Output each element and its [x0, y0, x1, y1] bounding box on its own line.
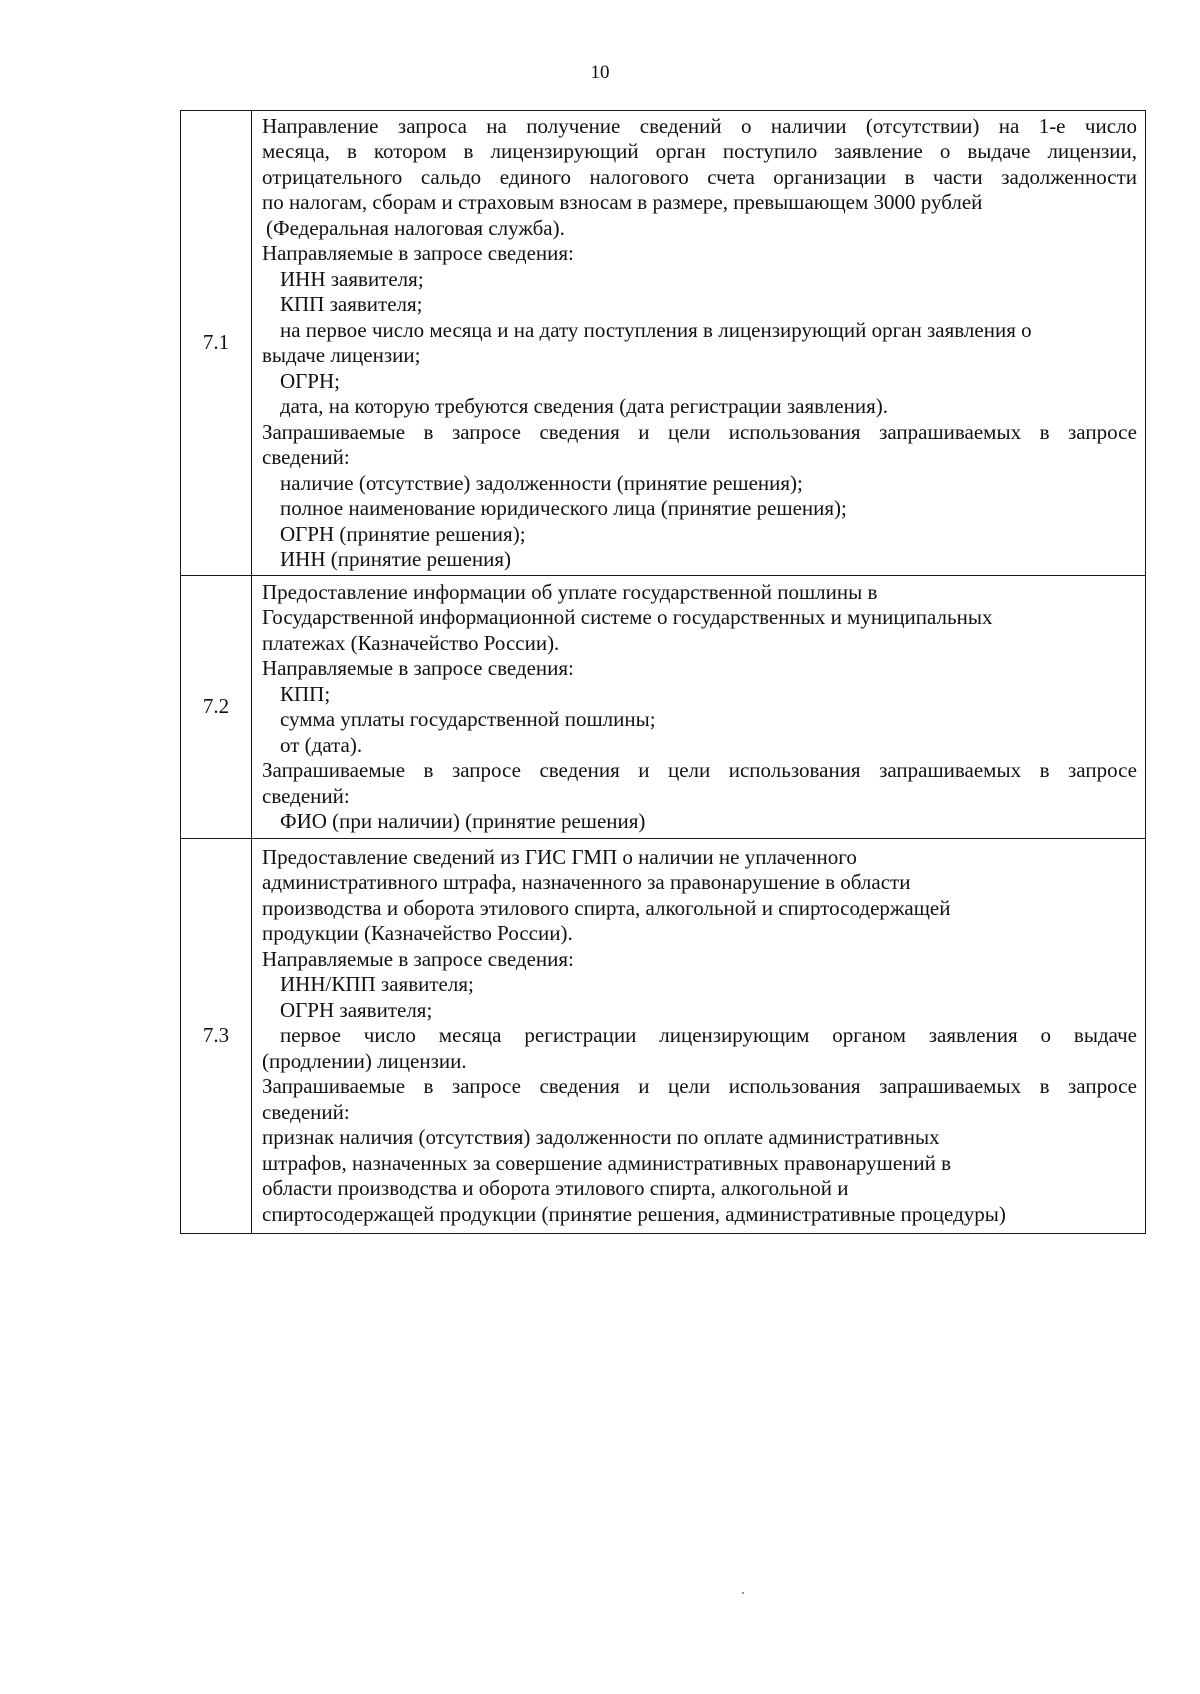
- row-number: 7.3: [181, 839, 252, 1234]
- text-line: Направление запроса на получение сведений о наличии (отсутствии) на 1-е число: [262, 113, 1137, 138]
- text-line: ИНН/КПП заявителя;: [280, 972, 474, 997]
- text-line: ОГРН (принятие решения);: [280, 521, 526, 546]
- text-line: Направляемые в запросе сведения:: [262, 946, 574, 971]
- text-line: Запрашиваемые в запросе сведения и цели использования запрашиваемых в запросе: [262, 758, 1137, 782]
- text-line: продукции (Казначейство России).: [262, 921, 573, 946]
- row-content: [252, 839, 1146, 1234]
- requests-table: [180, 110, 1146, 1234]
- scan-speck: [742, 1592, 744, 1594]
- text-line: полное наименование юридического лица (принятие решения);: [280, 496, 847, 520]
- text-line: штрафов, назначенных за совершение административных правонарушений в: [262, 1150, 952, 1175]
- text-line: Направляемые в запросе сведения:: [262, 241, 574, 265]
- table-row: [181, 839, 1146, 1234]
- text-line: дата, на которую требуются сведения (дата регистрации заявления).: [280, 394, 888, 418]
- table-row: [181, 111, 1146, 576]
- row-number: 7.1: [181, 111, 252, 576]
- text-line: Направляемые в запросе сведения:: [262, 656, 574, 680]
- text-line: спиртосодержащей продукции (принятие решения, административные процедуры): [262, 1201, 1006, 1226]
- text-line: Предоставление информации об уплате государственной пошлины в: [262, 579, 878, 604]
- table-row: [181, 576, 1146, 839]
- text-line: сведений:: [262, 783, 350, 808]
- text-line: ИНН (принятие решения): [280, 547, 512, 571]
- text-line: ОГРН;: [280, 368, 340, 393]
- text-line: Запрашиваемые в запросе сведения и цели использования запрашиваемых в запросе: [262, 1074, 1137, 1099]
- text-line: Запрашиваемые в запросе сведения и цели использования запрашиваемых в запросе: [262, 419, 1137, 444]
- row-content: [252, 111, 1146, 576]
- text-line: (продлении) лицензии.: [262, 1048, 467, 1073]
- page-number: 10: [590, 62, 610, 83]
- text-line: ИНН заявителя;: [280, 266, 424, 291]
- text-line: наличие (отсутствие) задолженности (принятие решения);: [280, 470, 803, 495]
- text-line: сведений:: [262, 445, 350, 469]
- text-line: КПП;: [280, 681, 331, 706]
- text-line: первое число месяца регистрации лицензирующим органом заявления о выдаче: [280, 1023, 1137, 1048]
- row-number: 7.2: [181, 576, 252, 839]
- text-line: производства и оборота этилового спирта, алкогольной и спиртосодержащей: [262, 895, 951, 920]
- text-line: отрицательного сальдо единого налогового счета организации в части задолженности: [262, 164, 1137, 189]
- text-line: ФИО (при наличии) (принятие решения): [280, 809, 646, 833]
- text-line: сведений:: [262, 1099, 350, 1124]
- text-line: выдаче лицензии;: [262, 343, 421, 367]
- text-line: КПП заявителя;: [280, 292, 423, 316]
- text-line: административного штрафа, назначенного за правонарушение в области: [262, 870, 911, 895]
- text-line: ОГРН заявителя;: [280, 997, 433, 1022]
- text-line: Государственной информационной системе о государственных и муниципальных: [262, 605, 993, 629]
- text-line: сумма уплаты государственной пошлины;: [280, 707, 656, 731]
- text-line: области производства и оборота этилового спирта, алкогольной и: [262, 1176, 849, 1201]
- row-content: [252, 576, 1146, 839]
- text-line: от (дата).: [280, 732, 363, 757]
- text-line: признак наличия (отсутствия) задолженности по оплате административных: [262, 1125, 940, 1150]
- text-line: (Федеральная налоговая служба).: [266, 215, 565, 240]
- text-line: платежах (Казначейство России).: [262, 630, 560, 655]
- text-line: по налогам, сборам и страховым взносам в размере, превышающем 3000 рублей: [262, 190, 983, 214]
- text-line: на первое число месяца и на дату поступления в лицензирующий орган заявления о: [280, 317, 1032, 342]
- text-line: Предоставление сведений из ГИС ГМП о наличии не уплаченного: [262, 844, 857, 869]
- text-line: месяца, в котором в лицензирующий орган поступило заявление о выдаче лицензии,: [262, 139, 1137, 163]
